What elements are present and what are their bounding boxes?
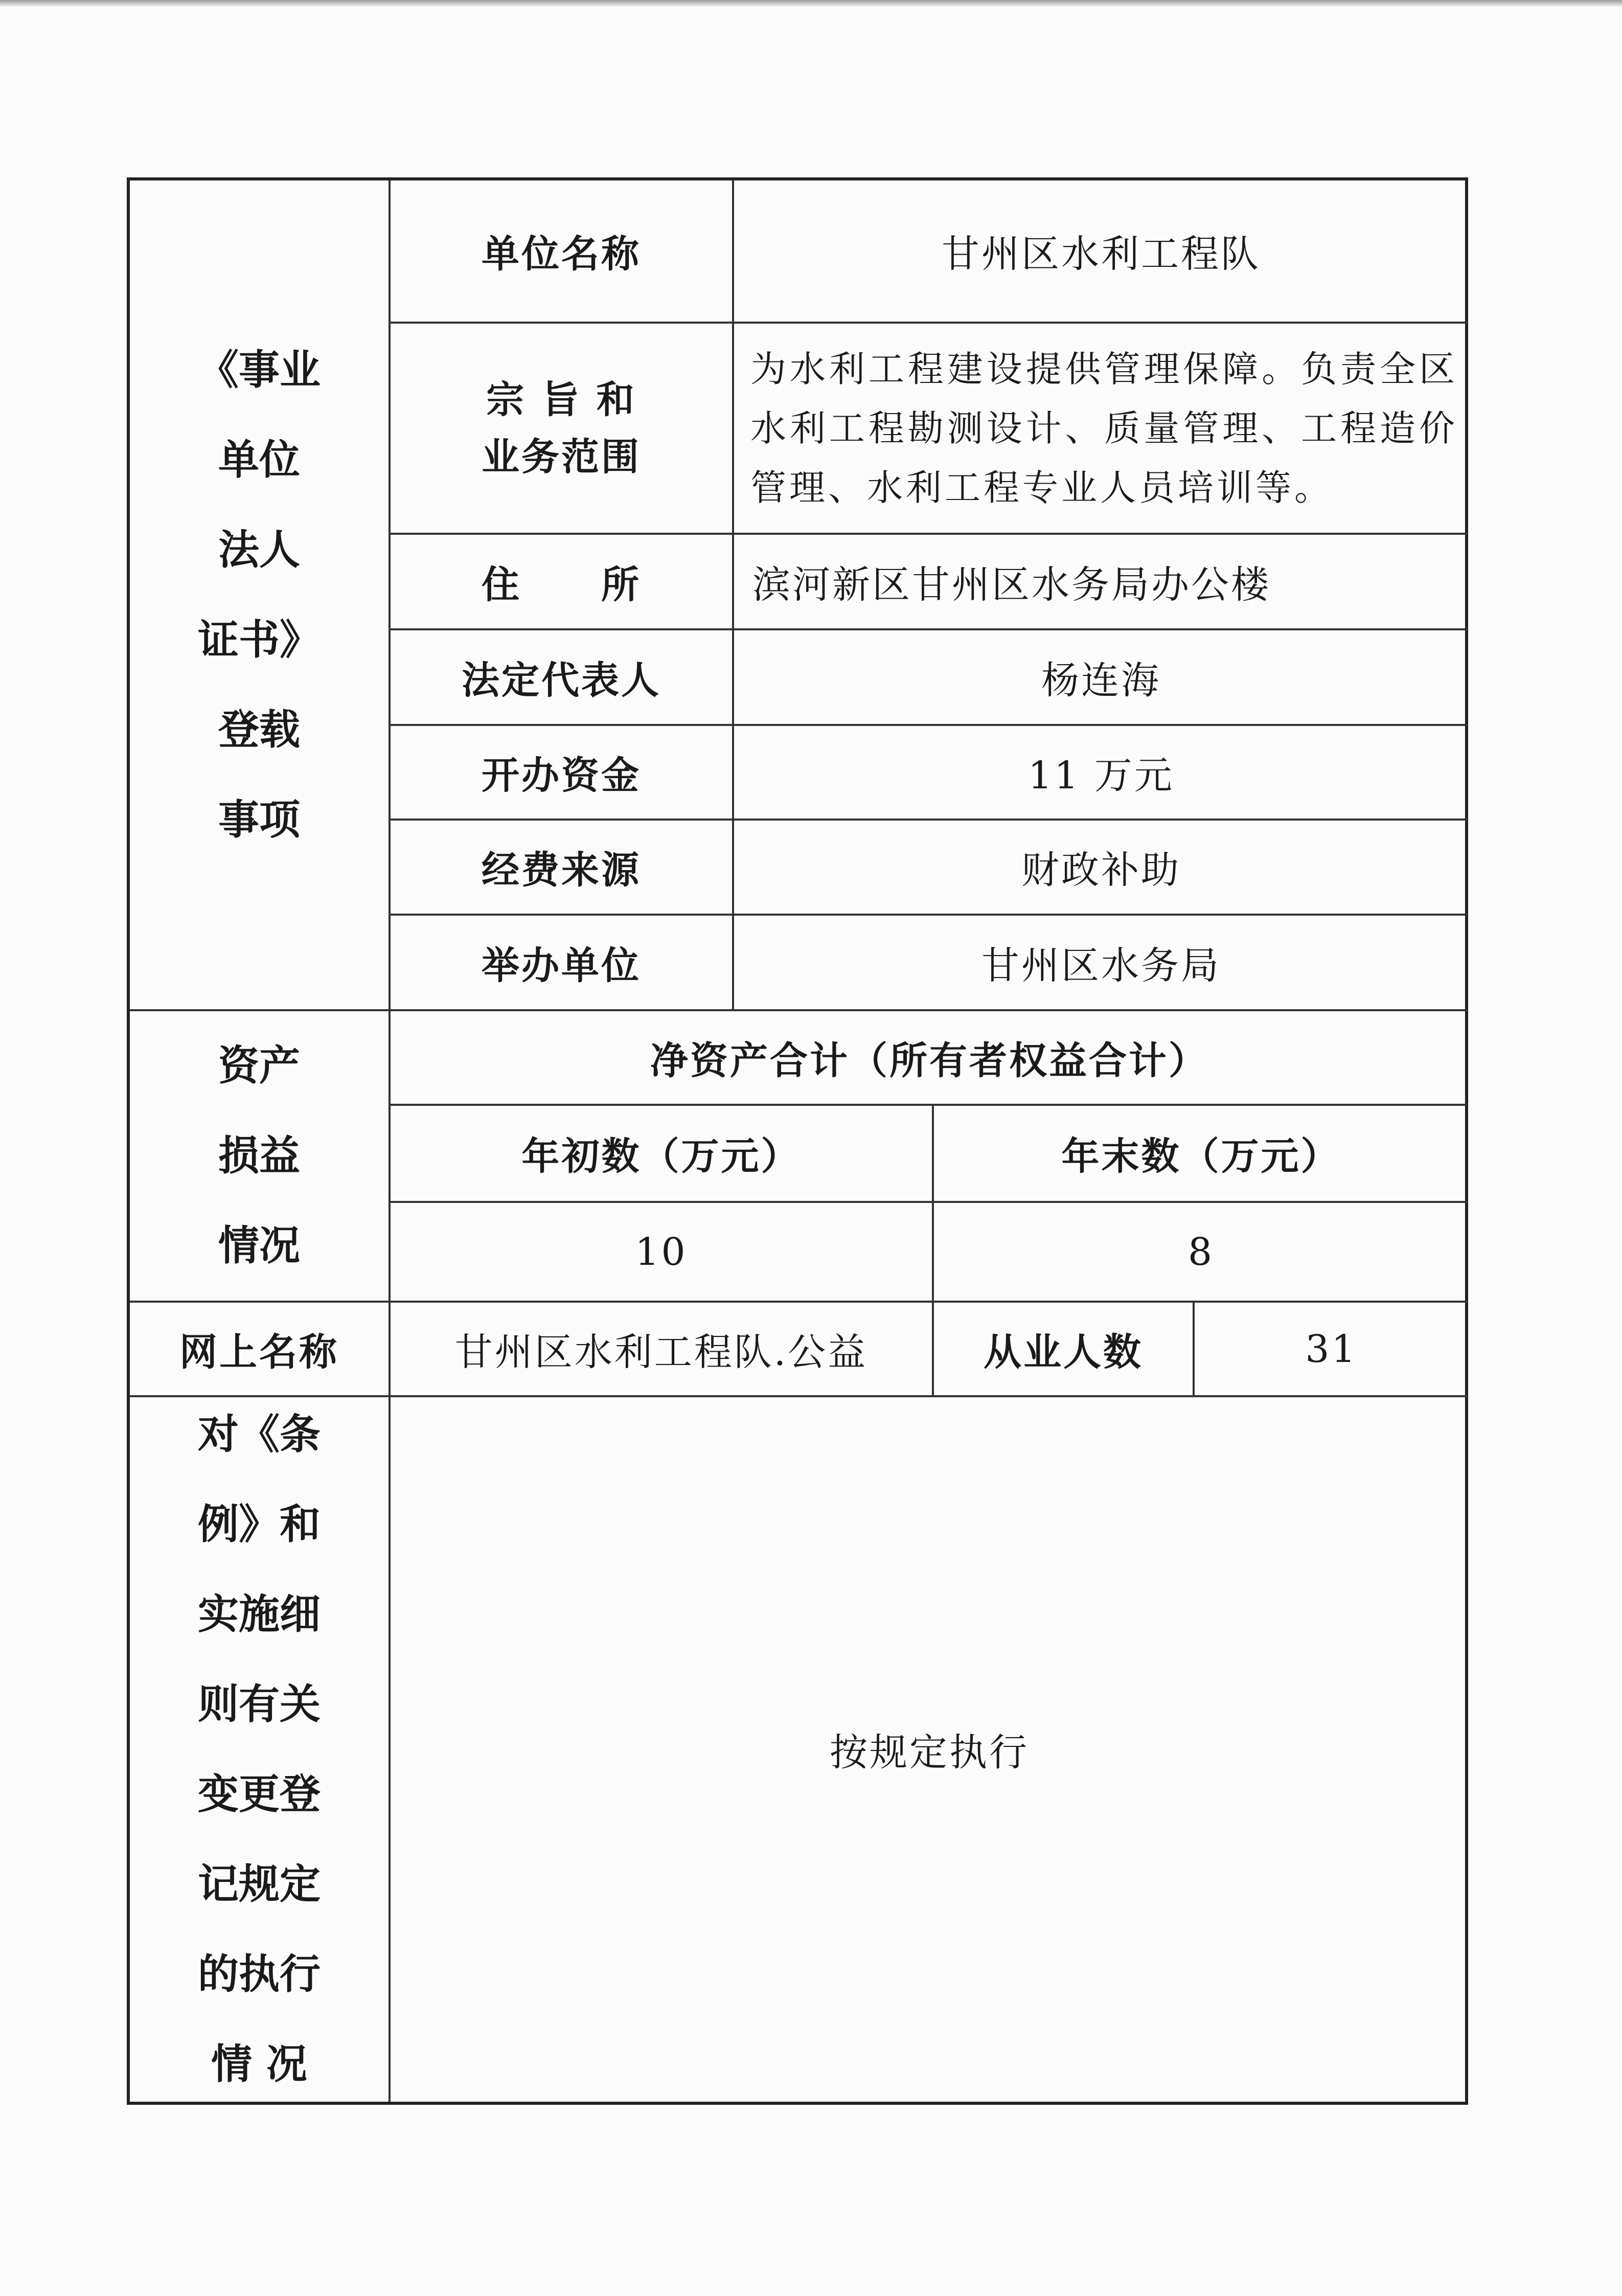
year-end-label: 年末数（万元） [934,1106,1468,1203]
funding-source-value: 财政补助 [734,821,1468,916]
address-value: 滨河新区甘州区水务局办公楼 [734,535,1468,630]
legal-representative-value: 杨连海 [734,630,1468,726]
sponsor-unit-value: 甘州区水务局 [734,916,1468,1011]
staff-count-value: 31 [1195,1303,1468,1397]
unit-name-label: 单位名称 [391,180,734,324]
online-name-label: 网上名称 [130,1303,391,1397]
sponsor-unit-label: 举办单位 [391,916,734,1011]
compliance-value: 按规定执行 [830,1731,1029,1775]
unit-name-value: 甘州区水利工程队 [734,180,1468,324]
compliance-section-label: 对《条 例》和 实施细 则有关 变更登 记规定 的执行 情 况 [130,1397,391,2102]
registration-form-table [127,177,1468,2105]
assets-section-label: 资产 损益 情况 [130,1011,391,1303]
certificate-section-label: 《事业 单位 法人 证书》 登载 事项 [130,180,391,1011]
net-assets-header: 净资产合计（所有者权益合计） [391,1011,1468,1106]
year-end-value: 8 [934,1203,1468,1303]
year-begin-label: 年初数（万元） [391,1106,934,1203]
funding-source-label: 经费来源 [391,821,734,916]
scan-edge [0,0,1622,7]
purpose-value: 为水利工程建设提供管理保障。负责全区水利工程勘测设计、质量管理、工程造价管理、水利工程专业人员培训等。 [734,324,1468,535]
staff-count-label: 从业人数 [934,1303,1195,1397]
address-label: 住 所 [391,535,734,630]
year-begin-value: 10 [391,1203,934,1303]
capital-value: 11 万元 [734,726,1468,821]
legal-representative-label: 法定代表人 [391,630,734,726]
capital-label: 开办资金 [391,726,734,821]
online-name-value: 甘州区水利工程队.公益 [391,1303,934,1397]
purpose-label: 宗 旨 和 业务范围 [391,324,734,535]
